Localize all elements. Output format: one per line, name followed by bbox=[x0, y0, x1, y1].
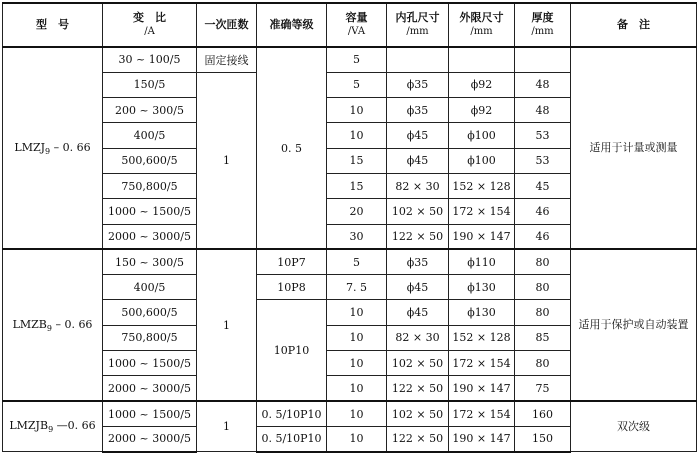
thickness-cell: 80 bbox=[515, 275, 571, 300]
table-row bbox=[3, 401, 697, 426]
outer-size-cell: ϕ130 bbox=[449, 300, 515, 325]
header-accuracy: 准确等级 bbox=[257, 3, 327, 47]
outer-size-cell: 190 × 147 bbox=[449, 224, 515, 249]
ratio-cell: 750,800/5 bbox=[103, 325, 197, 350]
outer-size-cell bbox=[449, 47, 515, 72]
thickness-cell: 150 bbox=[515, 426, 571, 451]
transformer-spec-table bbox=[2, 2, 697, 453]
accuracy-cell: 0. 5 bbox=[257, 47, 327, 249]
ratio-cell: 150/5 bbox=[103, 72, 197, 97]
ratio-cell: 200 ~ 300/5 bbox=[103, 98, 197, 123]
turns-cell: 固定接线 bbox=[197, 47, 257, 72]
ratio-cell: 2000 ~ 3000/5 bbox=[103, 376, 197, 401]
thickness-cell: 46 bbox=[515, 199, 571, 224]
model-subscript: 9 bbox=[46, 323, 52, 333]
accuracy-cell: 10P7 bbox=[257, 249, 327, 274]
thickness-cell: 80 bbox=[515, 300, 571, 325]
inner-size-cell: 102 × 50 bbox=[387, 351, 449, 376]
capacity-cell: 30 bbox=[327, 224, 387, 249]
header-row bbox=[3, 3, 697, 47]
header-capacity: 容量 /VA bbox=[327, 3, 387, 47]
inner-size-cell: 82 × 30 bbox=[387, 325, 449, 350]
header-model: 型 号 bbox=[3, 3, 103, 47]
model-voltage: – 0. 66 bbox=[50, 140, 91, 154]
inner-size-cell: 122 × 50 bbox=[387, 376, 449, 401]
outer-size-cell: 172 × 154 bbox=[449, 351, 515, 376]
capacity-cell: 20 bbox=[327, 199, 387, 224]
header-outer: 外限尺寸 /mm bbox=[449, 3, 515, 47]
header-turns: 一次匝数 bbox=[197, 3, 257, 47]
capacity-cell: 5 bbox=[327, 249, 387, 274]
thickness-cell: 80 bbox=[515, 249, 571, 274]
outer-size-cell: ϕ100 bbox=[449, 123, 515, 148]
header-note: 备 注 bbox=[571, 3, 697, 47]
model-cell bbox=[3, 249, 103, 401]
thickness-cell: 53 bbox=[515, 148, 571, 173]
capacity-cell: 10 bbox=[327, 123, 387, 148]
ratio-cell: 30 ~ 100/5 bbox=[103, 47, 197, 72]
note-cell: 适用于保护或自动装置 bbox=[571, 249, 697, 401]
accuracy-cell: 0. 5/10P10 bbox=[257, 426, 327, 451]
model-subscript: 9 bbox=[48, 425, 54, 435]
model-name: LMZJB bbox=[9, 419, 49, 433]
ratio-cell: 500,600/5 bbox=[103, 148, 197, 173]
outer-size-cell: 172 × 154 bbox=[449, 401, 515, 426]
thickness-cell bbox=[515, 47, 571, 72]
inner-size-cell: ϕ35 bbox=[387, 98, 449, 123]
thickness-cell: 53 bbox=[515, 123, 571, 148]
model-cell bbox=[3, 47, 103, 249]
outer-size-cell: 190 × 147 bbox=[449, 376, 515, 401]
capacity-cell: 10 bbox=[327, 300, 387, 325]
inner-size-cell: 82 × 30 bbox=[387, 173, 449, 198]
capacity-cell: 15 bbox=[327, 148, 387, 173]
header-inner: 内孔尺寸 /mm bbox=[387, 3, 449, 47]
header-thickness: 厚度 /mm bbox=[515, 3, 571, 47]
model-voltage: —0. 66 bbox=[53, 419, 96, 433]
thickness-cell: 75 bbox=[515, 376, 571, 401]
capacity-cell: 10 bbox=[327, 98, 387, 123]
ratio-cell: 2000 ~ 3000/5 bbox=[103, 224, 197, 249]
model-name: LMZB bbox=[12, 317, 47, 331]
capacity-cell: 5 bbox=[327, 47, 387, 72]
inner-size-cell: 102 × 50 bbox=[387, 199, 449, 224]
thickness-cell: 85 bbox=[515, 325, 571, 350]
thickness-cell: 160 bbox=[515, 401, 571, 426]
ratio-cell: 150 ~ 300/5 bbox=[103, 249, 197, 274]
header-ratio: 变 比 /A bbox=[103, 3, 197, 47]
outer-size-cell: ϕ110 bbox=[449, 249, 515, 274]
capacity-cell: 10 bbox=[327, 351, 387, 376]
thickness-cell: 46 bbox=[515, 224, 571, 249]
outer-size-cell: 172 × 154 bbox=[449, 199, 515, 224]
ratio-cell: 400/5 bbox=[103, 275, 197, 300]
outer-size-cell: 152 × 128 bbox=[449, 173, 515, 198]
inner-size-cell: ϕ45 bbox=[387, 148, 449, 173]
turns-cell: 1 bbox=[197, 401, 257, 452]
capacity-cell: 10 bbox=[327, 401, 387, 426]
inner-size-cell: ϕ45 bbox=[387, 275, 449, 300]
ratio-cell: 750,800/5 bbox=[103, 173, 197, 198]
thickness-cell: 80 bbox=[515, 351, 571, 376]
accuracy-cell: 10P8 bbox=[257, 275, 327, 300]
capacity-cell: 10 bbox=[327, 325, 387, 350]
outer-size-cell: ϕ92 bbox=[449, 72, 515, 97]
capacity-cell: 10 bbox=[327, 426, 387, 451]
table-row bbox=[3, 47, 697, 72]
capacity-cell: 15 bbox=[327, 173, 387, 198]
ratio-cell: 1000 ~ 1500/5 bbox=[103, 199, 197, 224]
note-cell: 适用于计量或测量 bbox=[571, 47, 697, 249]
table-row bbox=[3, 249, 697, 274]
outer-size-cell: ϕ100 bbox=[449, 148, 515, 173]
capacity-cell: 5 bbox=[327, 72, 387, 97]
model-voltage: – 0. 66 bbox=[51, 317, 93, 331]
model-cell bbox=[3, 401, 103, 452]
outer-size-cell: 190 × 147 bbox=[449, 426, 515, 451]
outer-size-cell: ϕ130 bbox=[449, 275, 515, 300]
model-name: LMZJ bbox=[14, 140, 46, 154]
thickness-cell: 48 bbox=[515, 98, 571, 123]
inner-size-cell: 102 × 50 bbox=[387, 401, 449, 426]
accuracy-cell: 0. 5/10P10 bbox=[257, 401, 327, 426]
ratio-cell: 1000 ~ 1500/5 bbox=[103, 351, 197, 376]
inner-size-cell: 122 × 50 bbox=[387, 426, 449, 451]
inner-size-cell: ϕ35 bbox=[387, 72, 449, 97]
accuracy-cell: 10P10 bbox=[257, 300, 327, 401]
inner-size-cell: ϕ35 bbox=[387, 249, 449, 274]
ratio-cell: 1000 ~ 1500/5 bbox=[103, 401, 197, 426]
thickness-cell: 48 bbox=[515, 72, 571, 97]
ratio-cell: 400/5 bbox=[103, 123, 197, 148]
inner-size-cell: ϕ45 bbox=[387, 300, 449, 325]
model-subscript: 9 bbox=[45, 146, 51, 156]
ratio-cell: 2000 ~ 3000/5 bbox=[103, 426, 197, 451]
outer-size-cell: 152 × 128 bbox=[449, 325, 515, 350]
outer-size-cell: ϕ92 bbox=[449, 98, 515, 123]
turns-cell: 1 bbox=[197, 72, 257, 249]
inner-size-cell: 122 × 50 bbox=[387, 224, 449, 249]
note-cell: 双次级 bbox=[571, 401, 697, 452]
capacity-cell: 7. 5 bbox=[327, 275, 387, 300]
inner-size-cell: ϕ45 bbox=[387, 123, 449, 148]
ratio-cell: 500,600/5 bbox=[103, 300, 197, 325]
turns-cell: 1 bbox=[197, 249, 257, 401]
thickness-cell: 45 bbox=[515, 173, 571, 198]
capacity-cell: 10 bbox=[327, 376, 387, 401]
inner-size-cell bbox=[387, 47, 449, 72]
